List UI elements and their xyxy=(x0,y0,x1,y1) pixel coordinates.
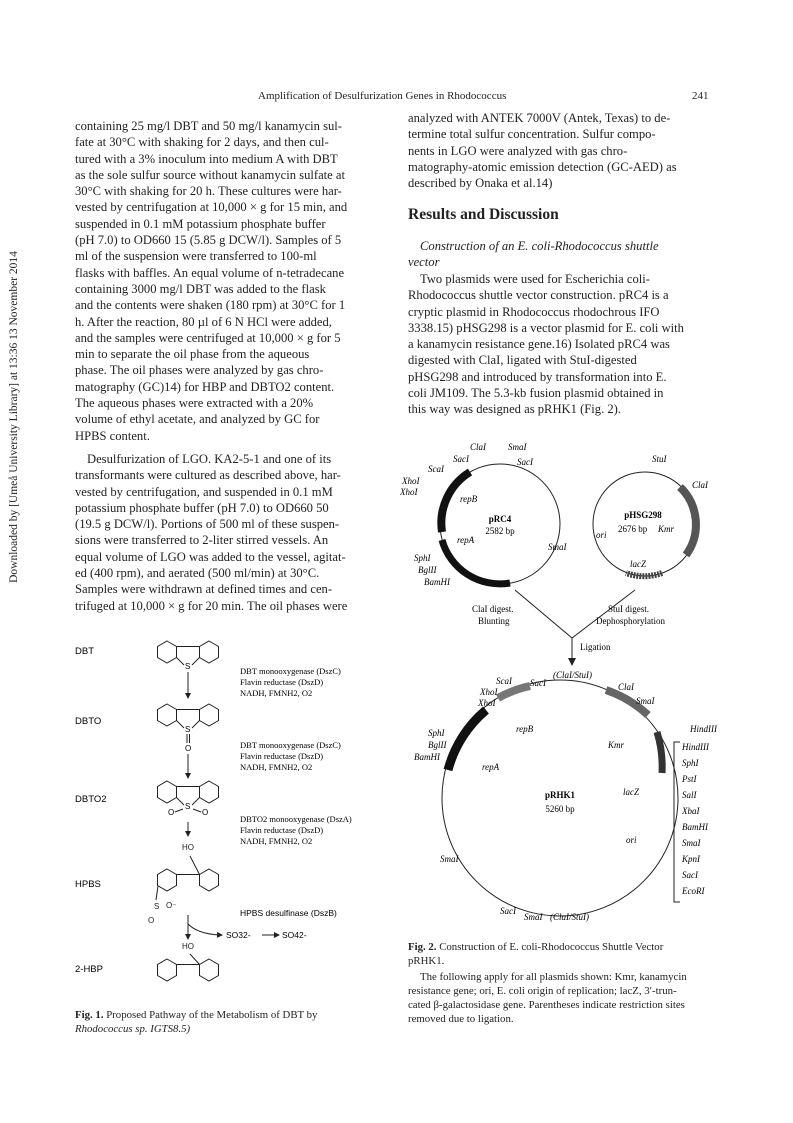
dbt-structure xyxy=(158,641,219,671)
figure-1-pathway xyxy=(70,630,390,1000)
text-line: phase. The oil phases were analyzed by gas chro- xyxy=(75,363,324,378)
text-line: suspended in 0.1 mM potassium phosphate buffer xyxy=(75,216,326,231)
caption-note: resistance gene; ori, E. coli origin of replication; lacZ, 3′-trun- xyxy=(408,985,677,997)
site-xhoi: XhoI xyxy=(480,687,498,697)
svg-text:O: O xyxy=(202,808,209,817)
text-line: and the contents were shaken (180 rpm) at 30°C for 1 xyxy=(75,298,346,313)
mcs-site: SalI xyxy=(682,790,697,800)
text-line: The aqueous phases were extracted with a 20% xyxy=(75,396,314,411)
text-line: nents in LGO were analyzed with gas chro- xyxy=(408,143,628,158)
step2-enzymes xyxy=(240,740,341,772)
site-clai: ClaI xyxy=(470,442,487,452)
right-step-label: Dephosphorylation xyxy=(596,616,665,626)
site-saci: SacI xyxy=(530,678,546,688)
page-number: 241 xyxy=(692,90,709,102)
site-saci: SacI xyxy=(453,454,469,464)
site-bglii: BglII xyxy=(428,740,447,750)
site-saci: SacI xyxy=(500,906,516,916)
subsection-heading xyxy=(408,238,710,270)
text-line: fate at 30°C with shaking for 2 days, and then cul- xyxy=(75,135,329,150)
compound-hpbs: HPBS xyxy=(75,879,101,890)
sulfate-label: SO42- xyxy=(282,930,307,940)
compound-dbto2: DBTO2 xyxy=(75,794,107,805)
site-clai-stui: (ClaI/StuI) xyxy=(553,670,592,680)
site-smai: SmaI xyxy=(548,542,567,552)
text-line: this way was designed as pRHK1 (Fig. 2). xyxy=(408,402,622,417)
enzyme-label: Flavin reductase (DszD) xyxy=(240,677,324,687)
byproduct-arrow xyxy=(188,924,220,935)
subheading-line: Construction of an E. coli-Rhodococcus shuttle xyxy=(420,239,659,253)
svg-text:O: O xyxy=(148,916,155,925)
site-scai: ScaI xyxy=(428,464,444,474)
enzyme-label: DBTO2 monooxygenase (DszA) xyxy=(240,814,352,824)
site-bamhi: BamHI xyxy=(424,577,450,587)
text-line: transformants were cultured as described above, har- xyxy=(75,468,341,483)
caption-text: pRHK1. xyxy=(408,955,445,967)
svg-text:O: O xyxy=(185,744,192,753)
methods-paragraph xyxy=(75,118,375,444)
gene-kmr: Kmr xyxy=(608,740,625,750)
text-line: vested by centrifugation at 10,000 × g for 15 min, and xyxy=(75,200,348,215)
caption-text: Rhodococcus sp. IGTS8.5) xyxy=(75,1023,191,1035)
compound-dbt: DBT xyxy=(75,646,94,657)
svg-text:S: S xyxy=(185,662,191,671)
step1-enzymes xyxy=(240,666,341,698)
text-line: containing 3000 mg/l DBT was added to the flask xyxy=(75,281,326,296)
text-line: pHSG298 and introduced by transformation into E. xyxy=(408,369,667,384)
figure-1-caption xyxy=(75,1008,377,1036)
site-smai: SmaI xyxy=(524,912,543,922)
lgo-paragraph xyxy=(75,451,375,614)
mcs-site: EcoRI xyxy=(682,886,705,896)
text-line: ed (400 rpm), and aerated (500 ml/min) at 30°C. xyxy=(75,566,320,581)
mcs-site: SacI xyxy=(682,870,698,880)
mcs-list xyxy=(681,742,710,896)
site-clai: ClaI xyxy=(618,682,635,692)
gene-repb-bar xyxy=(498,686,530,698)
plasmid-prhk1 xyxy=(414,670,718,922)
text-line: Rhodococcus shuttle vector construction. pRC4 is a xyxy=(408,288,669,303)
text-line: tured with a 3% inoculum into medium A with DBT xyxy=(75,151,338,166)
gene-repa: repA xyxy=(457,535,475,545)
site-xhoi: XhoI xyxy=(400,487,418,497)
plasmid-name: pHSG298 xyxy=(624,510,662,520)
left-step-label: ClaI digest. xyxy=(472,604,514,614)
right-step-label: StuI digest. xyxy=(608,604,650,614)
text-line: digested with ClaI, ligated with StuI-digested xyxy=(408,353,637,368)
gene-lacz-bar xyxy=(657,732,662,773)
mcs-site: BamHI xyxy=(682,822,708,832)
caption-note: removed due to ligation. xyxy=(408,1013,514,1025)
caption-note: The following apply for all plasmids shown: Kmr, kanamycin xyxy=(420,971,687,983)
enzyme-label: Flavin reductase (DszD) xyxy=(240,825,324,835)
site-smai: SmaI xyxy=(440,854,459,864)
mcs-site: XbaI xyxy=(682,806,700,816)
text-line: termine total sulfur concentration. Sulfur compo- xyxy=(408,127,656,142)
hpbs-structure xyxy=(148,843,219,925)
text-line: analyzed with ANTEK 7000V (Antek, Texas) to de- xyxy=(408,111,671,125)
caption-label: Fig. 1. xyxy=(75,1009,104,1021)
text-line: h. After the reaction, 80 µl of 6 N HCl were added, xyxy=(75,314,332,329)
plasmid-name: pRC4 xyxy=(488,514,512,524)
gc-aed-paragraph xyxy=(408,110,710,191)
text-line: sions were transferred to 2-liter stirred vessels. An xyxy=(75,533,329,548)
svg-text:HO: HO xyxy=(182,942,194,951)
text-line: HPBS content. xyxy=(75,428,150,443)
svg-text:O⁻: O⁻ xyxy=(166,901,177,910)
text-line: Desulfurization of LGO. KA2-5-1 and one of its xyxy=(87,452,332,466)
shuttle-vector-paragraph xyxy=(408,271,710,418)
gene-repa: repA xyxy=(482,762,500,772)
site-smai: SmaI xyxy=(508,442,527,452)
site-saci: SacI xyxy=(517,457,533,467)
compound-dbto: DBTO xyxy=(75,716,102,727)
site-bglii: BglII xyxy=(418,565,437,575)
mcs-bracket xyxy=(674,742,680,902)
subheading-line: vector xyxy=(408,255,440,269)
site-bamhi: BamHI xyxy=(414,752,440,762)
mcs-site: SphI xyxy=(682,758,699,768)
gene-kmr: Kmr xyxy=(658,524,675,534)
svg-text:S: S xyxy=(185,802,191,811)
text-line: flasks with baffles. An equal volume of n-tetradecane xyxy=(75,265,345,280)
gene-kmr-bar xyxy=(680,487,696,555)
text-line: coli JM109. The 5.3-kb fusion plasmid obtained in xyxy=(408,386,664,401)
plasmid-phsg298 xyxy=(593,454,709,576)
site-sphi: SphI xyxy=(414,553,431,563)
gene-repa-bar xyxy=(448,710,486,770)
site-xhoi: XhoI xyxy=(402,476,420,486)
plasmid-prc4 xyxy=(400,442,567,587)
mcs-site: PstI xyxy=(682,774,697,784)
text-line: volume of ethyl acetate, and analyzed by GC for xyxy=(75,412,320,427)
text-line: matography-atomic emission detection (GC-AED) as xyxy=(408,159,677,174)
text-line: a kanamycin resistance gene.16) Isolated pRC4 was xyxy=(408,337,670,352)
running-title: Amplification of Desulfurization Genes in Rhodococcus xyxy=(258,90,507,102)
text-line: Two plasmids were used for Escherichia coli- xyxy=(420,272,650,286)
text-line: potassium phosphate buffer (pH 7.0) to OD660 50 xyxy=(75,500,329,515)
section-heading: Results and Discussion xyxy=(408,206,559,223)
gene-ori: ori xyxy=(596,530,607,540)
hbp-structure xyxy=(158,942,219,981)
gene-lacz: lacZ xyxy=(630,559,647,569)
text-line: vested by centrifugation, and suspended in 0.1 mM xyxy=(75,484,333,499)
ligation-label: Ligation xyxy=(580,642,611,652)
cofactor-label: NADH, FMNH2, O2 xyxy=(240,836,313,846)
mcs-site: HindIII xyxy=(682,742,709,752)
step3-enzymes xyxy=(240,814,352,846)
site-smai: SmaI xyxy=(636,696,655,706)
site-stui: StuI xyxy=(652,454,667,464)
text-line: trifuged at 10,000 × g for 20 min. The oil phases were xyxy=(75,598,348,613)
plasmid-size: 2582 bp xyxy=(485,526,515,536)
site-clai-stui: (ClaI/StuI) xyxy=(550,912,589,922)
enzyme-label: DBT monooxygenase (DszC) xyxy=(240,666,341,676)
site-clai: ClaI xyxy=(692,480,709,490)
text-line: cryptic plasmid in Rhodococcus rhodochrous IFO xyxy=(408,304,660,319)
text-line: ml of the suspension were transferred to 100-ml xyxy=(75,249,317,264)
caption-label: Fig. 2. xyxy=(408,941,437,953)
site-xhoi: XhoI xyxy=(478,698,496,708)
text-line: (pH 7.0) to OD660 15 (5.85 g DCW/l). Samples of 5 xyxy=(75,233,342,248)
left-step-label: Blunting xyxy=(478,616,510,626)
text-line: described by Onaka et al.14) xyxy=(408,176,553,191)
text-line: min to separate the oil phase from the aqueous xyxy=(75,347,310,362)
text-line: 30°C with shaking for 20 h. These cultures were har- xyxy=(75,184,342,199)
gene-repb: repB xyxy=(516,724,534,734)
compound-2hbp: 2-HBP xyxy=(75,964,103,975)
figure-2-caption xyxy=(408,940,710,1026)
site-hindiii: HindIII xyxy=(690,724,717,734)
figure-2-plasmids xyxy=(400,440,730,940)
plasmid-size: 2676 bp xyxy=(618,524,648,534)
site-scai: ScaI xyxy=(496,676,512,686)
gene-repa-bar xyxy=(442,540,510,584)
plasmid-name: pRHK1 xyxy=(544,790,576,800)
text-line: and the samples were centrifuged at 10,000 × g for 5 xyxy=(75,330,341,345)
dbto2-structure xyxy=(158,781,219,817)
site-sphi: SphI xyxy=(428,728,445,738)
caption-text: Construction of E. coli-Rhodococcus Shuttle Vector xyxy=(439,941,664,953)
enzyme-label: Flavin reductase (DszD) xyxy=(240,751,324,761)
sulfite-label: SO32- xyxy=(226,930,251,940)
mcs-site: KpnI xyxy=(682,854,700,864)
svg-text:S: S xyxy=(185,725,191,734)
gene-lacz: lacZ xyxy=(623,787,640,797)
plasmid-size: 5260 bp xyxy=(545,804,575,814)
gene-repb: repB xyxy=(460,494,478,504)
text-line: matography (GC)14) for HBP and DBTO2 content. xyxy=(75,379,335,394)
cofactor-label: NADH, FMNH2, O2 xyxy=(240,762,313,772)
text-line: equal volume of LGO was added to the vessel, agitat- xyxy=(75,549,346,564)
desulfinase-label: HPBS desulfinase (DszB) xyxy=(240,908,337,918)
convergence-line xyxy=(515,590,572,638)
svg-text:O: O xyxy=(168,808,175,817)
mcs-site: SmaI xyxy=(682,838,701,848)
caption-text: Proposed Pathway of the Metabolism of DBT by xyxy=(106,1009,318,1021)
enzyme-label: DBT monooxygenase (DszC) xyxy=(240,740,341,750)
text-line: 3338.15) pHSG298 is a vector plasmid for E. coli with xyxy=(408,320,684,335)
text-line: containing 25 mg/l DBT and 50 mg/l kanamycin sul- xyxy=(75,119,343,133)
caption-note: cated β-galactosidase gene. Parentheses indicate restriction sites xyxy=(408,999,685,1011)
svg-text:S: S xyxy=(154,902,160,911)
svg-text:HO: HO xyxy=(182,843,194,852)
text-line: Samples were withdrawn at defined times and cen- xyxy=(75,582,333,597)
convergence-line xyxy=(572,590,635,638)
text-line: (19.5 g DCW/l). Portions of 500 ml of these suspen- xyxy=(75,517,340,532)
dbto-structure xyxy=(158,704,219,753)
text-line: as the sole sulfur source without kanamycin sulfate at xyxy=(75,167,345,182)
cofactor-label: NADH, FMNH2, O2 xyxy=(240,688,313,698)
gene-ori: ori xyxy=(626,835,637,845)
download-note: Downloaded by [Umeå University Library] at 13:36 13 November 2014 xyxy=(8,251,20,583)
